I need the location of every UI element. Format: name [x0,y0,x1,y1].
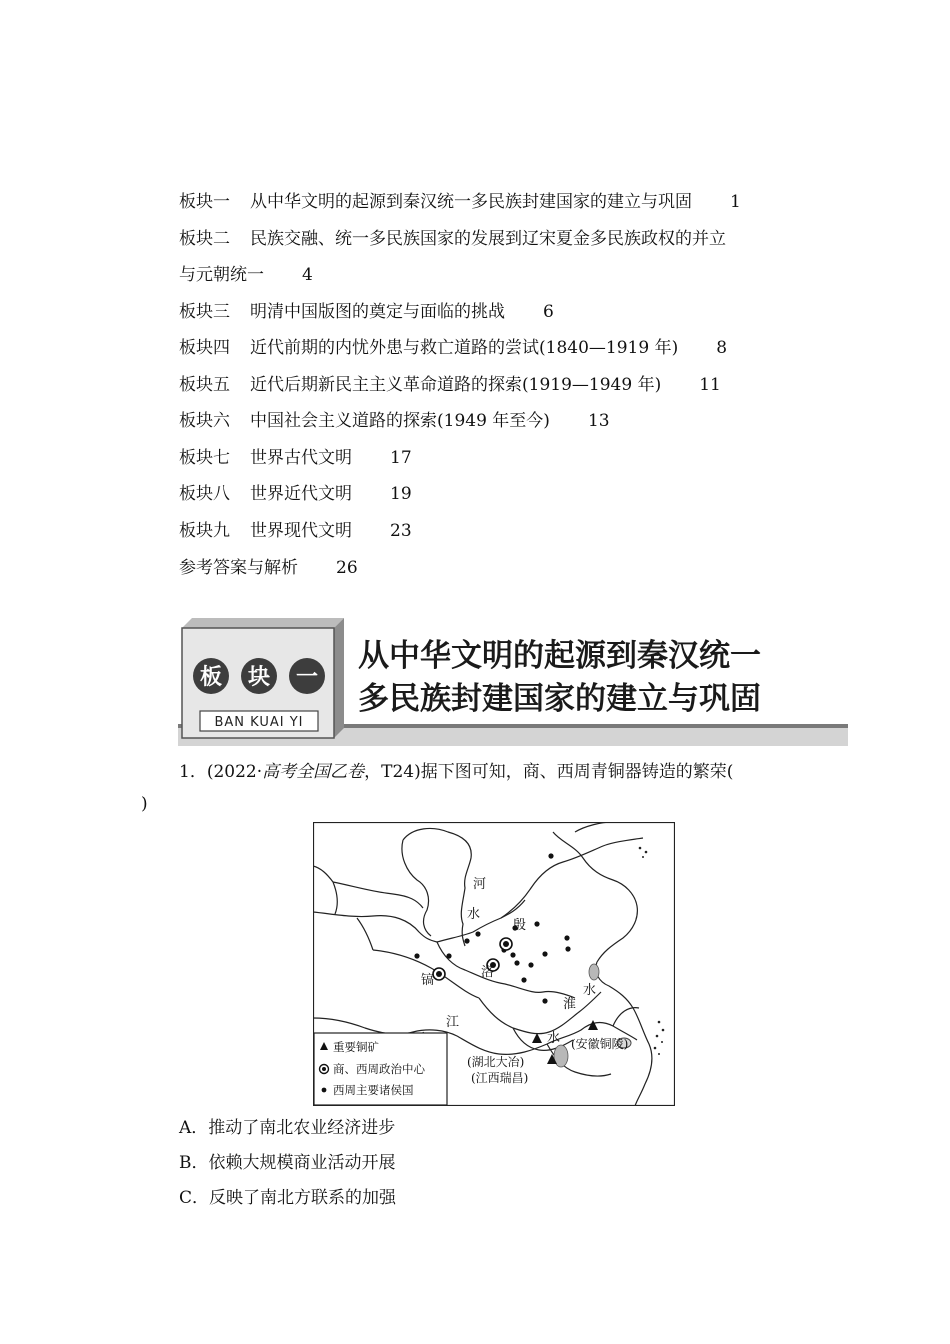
option-a[interactable] [179,1116,395,1140]
vassal-state-dot [464,938,469,943]
toc-title-continued: 与元朝统一 [179,265,264,285]
toc-item-4[interactable] [179,336,727,360]
legend-state-icon [322,1088,327,1093]
banner-char-2: 块 [247,665,271,690]
question-number: 1． [179,762,207,782]
question-stem [179,760,733,784]
label-jiang: 江 [446,1015,460,1030]
toc-label: 板块五 [179,375,230,395]
toc-item-2-cont[interactable] [179,263,313,287]
label-shui2: 水 [583,983,597,998]
toc-title: 近代前期的内忧外患与救亡道路的尝试(1840—1919 年) [250,338,679,358]
toc-label: 板块三 [179,302,230,322]
map-legend [314,1033,447,1105]
vassal-state-dot [414,953,419,958]
question-source: 高考全国乙卷 [262,762,365,782]
question-text: 据下图可知，商、西周青铜器铸造的繁荣( [420,762,734,782]
toc-item-6[interactable] [179,409,610,433]
option-text: 推动了南北农业经济进步 [208,1118,396,1138]
vassal-state-dot [514,960,519,965]
toc-item-8[interactable] [179,482,412,506]
toc-page: 4 [302,265,313,285]
toc-label: 板块四 [179,338,230,358]
legend-mine-label: 重要铜矿 [333,1040,379,1054]
option-text: 反映了南北方联系的加强 [209,1188,397,1208]
legend-state-label: 西周主要诸侯国 [333,1083,414,1097]
toc-label: 板块一 [179,192,230,212]
label-luo: 洛 [481,965,495,980]
toc-page: 17 [390,448,412,468]
legend-capital-label: 商、西周政治中心 [333,1062,425,1076]
toc-page: 13 [587,411,610,431]
option-text: 依赖大规模商业活动开展 [208,1153,396,1173]
toc-title: 从中华文明的起源到秦汉统一多民族封建国家的建立与巩固 [250,192,692,212]
banner-char-3: 一 [295,665,319,690]
toc-page: 6 [543,302,554,322]
banner-plate-top [182,618,344,628]
toc-title: 民族交融、统一多民族国家的发展到辽宋夏金多民族政权的并立 [250,229,726,249]
toc-page: 23 [390,521,412,541]
toc-label: 板块六 [179,411,230,431]
label-hao: 镐 [421,973,435,988]
label-hubei-daye: (湖北大冶) [467,1055,525,1069]
option-key: B． [179,1153,209,1173]
toc-title: 世界现代文明 [250,521,352,541]
toc-page: 26 [336,558,358,578]
toc-page: 1 [730,192,741,212]
vassal-state-dot [542,951,547,956]
vassal-state-dot [565,946,570,951]
banner-plate-side [334,618,344,738]
question-code: ，T24) [364,762,421,782]
vassal-state-dot [564,935,569,940]
toc-item-answers[interactable] [179,556,358,580]
question-year: (2022· [206,762,263,782]
toc-item-7[interactable] [179,446,412,470]
toc-item-2[interactable] [179,227,726,251]
toc-label: 板块七 [179,448,230,468]
option-key: C． [179,1188,210,1208]
toc-label: 板块二 [179,229,230,249]
bronze-map-figure [313,822,675,1106]
toc-label: 板块八 [179,484,230,504]
option-c[interactable] [179,1186,396,1210]
vassal-state-dot [548,853,553,858]
label-shui3: 水 [547,1031,561,1046]
question-stem-close: ) [141,794,148,814]
vassal-state-dot [510,952,515,957]
label-huai: 淮 [563,997,577,1012]
toc-title: 世界近代文明 [250,484,352,504]
label-he: 河 [473,877,487,892]
toc-item-1[interactable] [179,190,741,214]
option-key: A． [179,1118,209,1138]
toc-label: 板块九 [179,521,230,541]
toc-page: 19 [390,484,412,504]
section-banner [178,614,848,748]
toc-title: 世界古代文明 [250,448,352,468]
banner-char-1: 板 [199,665,223,690]
vassal-state-dot [475,931,480,936]
vassal-state-dot [521,977,526,982]
toc-page: 8 [716,338,728,358]
toc-title: 明清中国版图的奠定与面临的挑战 [250,302,505,322]
vassal-state-dot [446,953,451,958]
toc-item-5[interactable] [179,373,721,397]
banner-title-line1: 从中华文明的起源到秦汉统一 [358,638,761,674]
toc-title: 近代后期新民主主义革命道路的探索(1919—1949 年) [250,375,662,395]
lake-hongze [589,964,599,980]
banner-pinyin: BAN KUAI YI [214,715,304,730]
label-shui1: 水 [467,907,481,922]
toc-item-3[interactable] [179,300,554,324]
label-yin: 殷 [513,918,527,933]
option-b[interactable] [179,1151,396,1175]
vassal-state-dot [534,921,539,926]
vassal-state-dot [528,962,533,967]
toc-item-9[interactable] [179,519,412,543]
toc-page: 11 [699,375,721,395]
label-jiangxi-ruichang: (江西瑞昌) [471,1071,529,1085]
toc-label: 参考答案与解析 [179,558,298,578]
vassal-state-dot [542,998,547,1003]
toc-title: 中国社会主义道路的探索(1949 年至今) [250,411,550,431]
label-anhui-tongling: (安徽铜陵) [571,1037,629,1051]
banner-title-line2: 多民族封建国家的建立与巩固 [358,681,761,717]
